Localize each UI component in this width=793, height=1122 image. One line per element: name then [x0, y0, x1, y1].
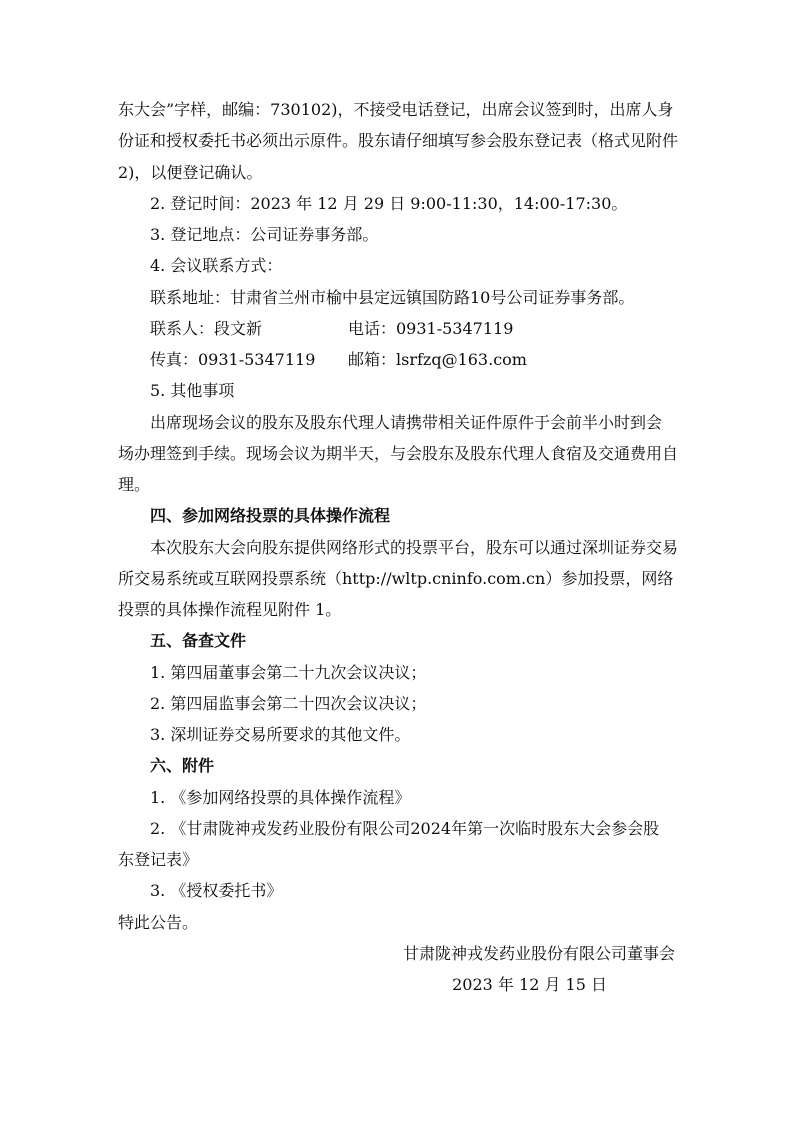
- reference-doc-item-3: 3. 深圳证券交易所要求的其他文件。: [150, 725, 411, 744]
- paragraph-other-line-3: 理。: [118, 475, 151, 494]
- attachment-item-2-line-1: 2. 《甘肃陇神戎发药业股份有限公司2024年第一次临时股东大会参会股: [150, 818, 660, 838]
- section-heading-online-voting: 四、参加网络投票的具体操作流程: [150, 506, 391, 526]
- attachment-item-2-line-2: 东登记表》: [118, 850, 199, 869]
- section-heading-attachments: 六、附件: [150, 756, 215, 776]
- paragraph-registration-line-2: 份证和授权委托书必须出示原件。股东请仔细填写参会股东登记表（格式见附件: [118, 131, 679, 151]
- contact-person: 联系人：段文新: [150, 318, 263, 338]
- item-contact-method: 4. 会议联系方式：: [150, 256, 283, 276]
- contact-fax: 传真：0931-5347119: [150, 350, 316, 369]
- paragraph-registration-line-3: 2)，以便登记确认。: [118, 162, 263, 182]
- item-registration-time: 2. 登记时间：2023 年 12 月 29 日 9:00-11:30，14:00-17:30。: [150, 193, 628, 213]
- reference-doc-item-1: 1. 第四届董事会第二十九次会议决议；: [150, 662, 427, 682]
- contact-address: 联系地址：甘肃省兰州市榆中县定远镇国防路10号公司证券事务部。: [150, 287, 635, 307]
- item-other-matters: 5. 其他事项: [150, 381, 235, 401]
- paragraph-registration-line-1: 东大会”字样，邮编：730102)，不接受电话登记，出席会议签到时，出席人身: [118, 100, 674, 119]
- item-registration-place: 3. 登记地点：公司证券事务部。: [150, 225, 379, 244]
- signature-date: 2023 年 12 月 15 日: [452, 975, 607, 994]
- closing-statement: 特此公告。: [118, 912, 199, 932]
- paragraph-other-line-2: 场办理签到手续。现场会议为期半天，与会股东及股东代理人食宿及交通费用自: [118, 443, 679, 463]
- section-heading-reference-docs: 五、备查文件: [150, 631, 247, 651]
- signature-company: 甘肃陇神戎发药业股份有限公司董事会: [402, 943, 675, 963]
- contact-phone: 电话：0931-5347119: [348, 318, 514, 338]
- paragraph-voting-line-1: 本次股东大会向股东提供网络形式的投票平台，股东可以通过深圳证券交易: [150, 537, 679, 557]
- paragraph-other-line-1: 出席现场会议的股东及股东代理人请携带相关证件原件于会前半小时到会: [150, 412, 663, 432]
- paragraph-voting-line-2: 所交易系统或互联网投票系统（http://wltp.cninfo.com.cn）参加投票，网络: [118, 568, 674, 588]
- attachment-item-3: 3. 《授权委托书》: [150, 881, 283, 901]
- contact-email: 邮箱：lsrfzq@163.com: [348, 350, 527, 369]
- reference-doc-item-2: 2. 第四届监事会第二十四次会议决议；: [150, 693, 427, 713]
- contact-row-fax-email: [118, 344, 675, 375]
- paragraph-voting-line-3: 投票的具体操作流程见附件 1。: [118, 600, 342, 619]
- contact-row-person-phone: [118, 313, 675, 344]
- attachment-item-1: 1. 《参加网络投票的具体操作流程》: [150, 787, 411, 807]
